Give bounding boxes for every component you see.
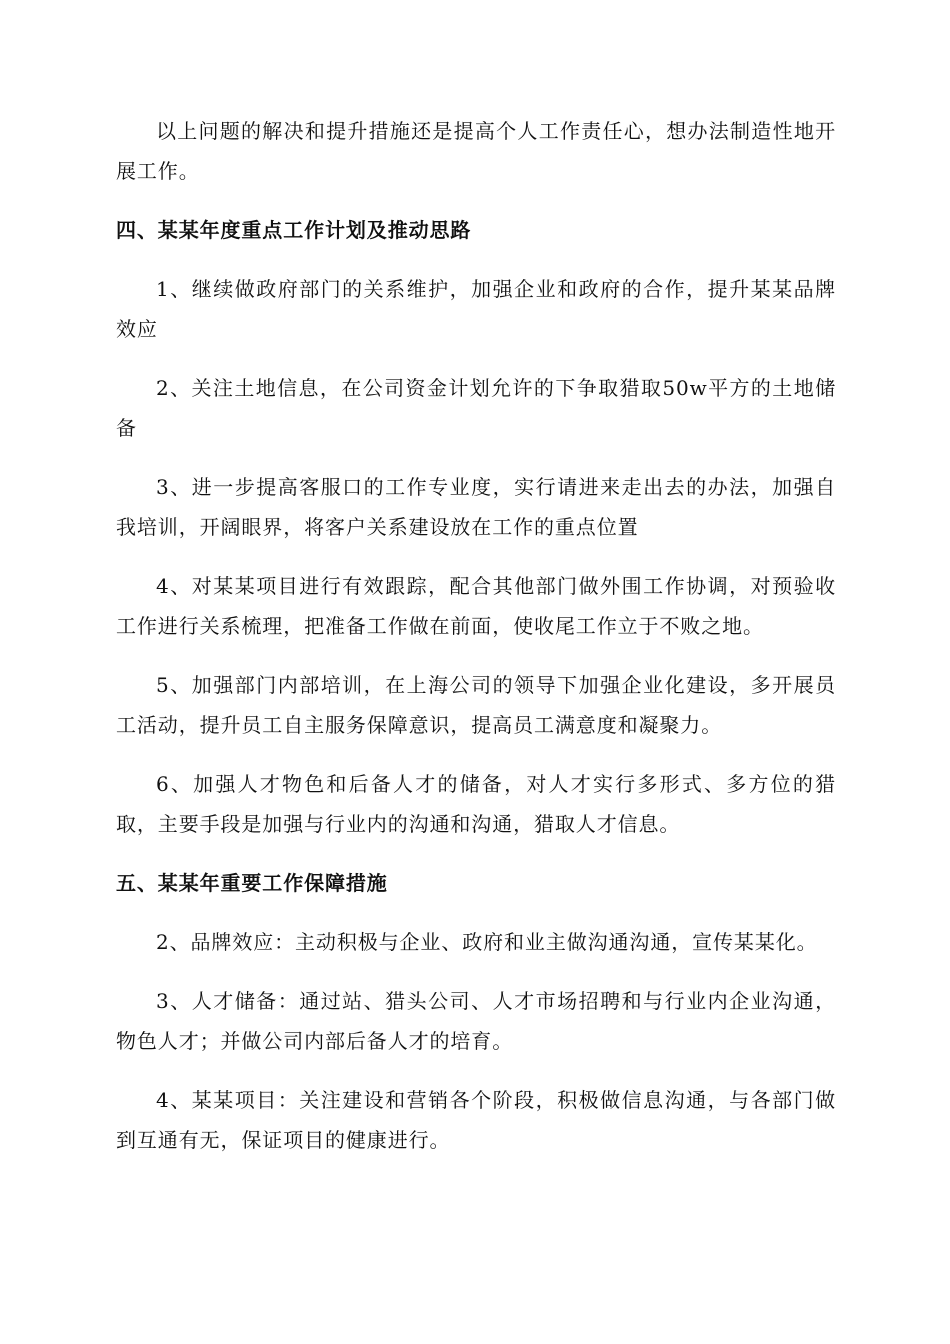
plan-item-6: 6、加强人才物色和后备人才的储备，对人才实行多形式、多方位的猎取，主要手段是加强与行业内的沟通和沟通，猎取人才信息。 bbox=[116, 772, 836, 836]
measure-item-3: 3、人才储备：通过站、猎头公司、人才市场招聘和与行业内企业沟通，物色人才；并做公司内部后备人才的培育。 bbox=[116, 989, 836, 1053]
plan-item-5: 5、加强部门内部培训，在上海公司的领导下加强企业化建设，多开展员工活动，提升员工自主服务保障意识，提高员工满意度和凝聚力。 bbox=[116, 673, 836, 737]
measure-item-2: 2、品牌效应：主动积极与企业、政府和业主做沟通沟通，宣传某某化。 bbox=[156, 930, 818, 954]
plan-item-1: 1、继续做政府部门的关系维护，加强企业和政府的合作，提升某某品牌效应 bbox=[116, 277, 836, 341]
plan-item-3: 3、进一步提高客服口的工作专业度，实行请进来走出去的办法，加强自我培训，开阔眼界，将客户关系建设放在工作的重点位置 bbox=[116, 475, 836, 539]
measure-item-4: 4、某某项目：关注建设和营销各个阶段，积极做信息沟通，与各部门做到互通有无，保证项目的健康进行。 bbox=[116, 1088, 836, 1152]
intro-paragraph: 以上问题的解决和提升措施还是提高个人工作责任心，想办法制造性地开展工作。 bbox=[116, 119, 836, 183]
plan-item-4: 4、对某某项目进行有效跟踪，配合其他部门做外围工作协调，对预验收工作进行关系梳理，把准备工作做在前面，使收尾工作立于不败之地。 bbox=[116, 574, 836, 638]
section-heading-5: 五、某某年重要工作保障措施 bbox=[116, 871, 388, 895]
section-heading-4: 四、某某年度重点工作计划及推动思路 bbox=[116, 218, 472, 242]
plan-item-2: 2、关注土地信息，在公司资金计划允许的下争取猎取50w平方的土地储备 bbox=[116, 376, 836, 440]
document-page bbox=[116, 111, 836, 1179]
